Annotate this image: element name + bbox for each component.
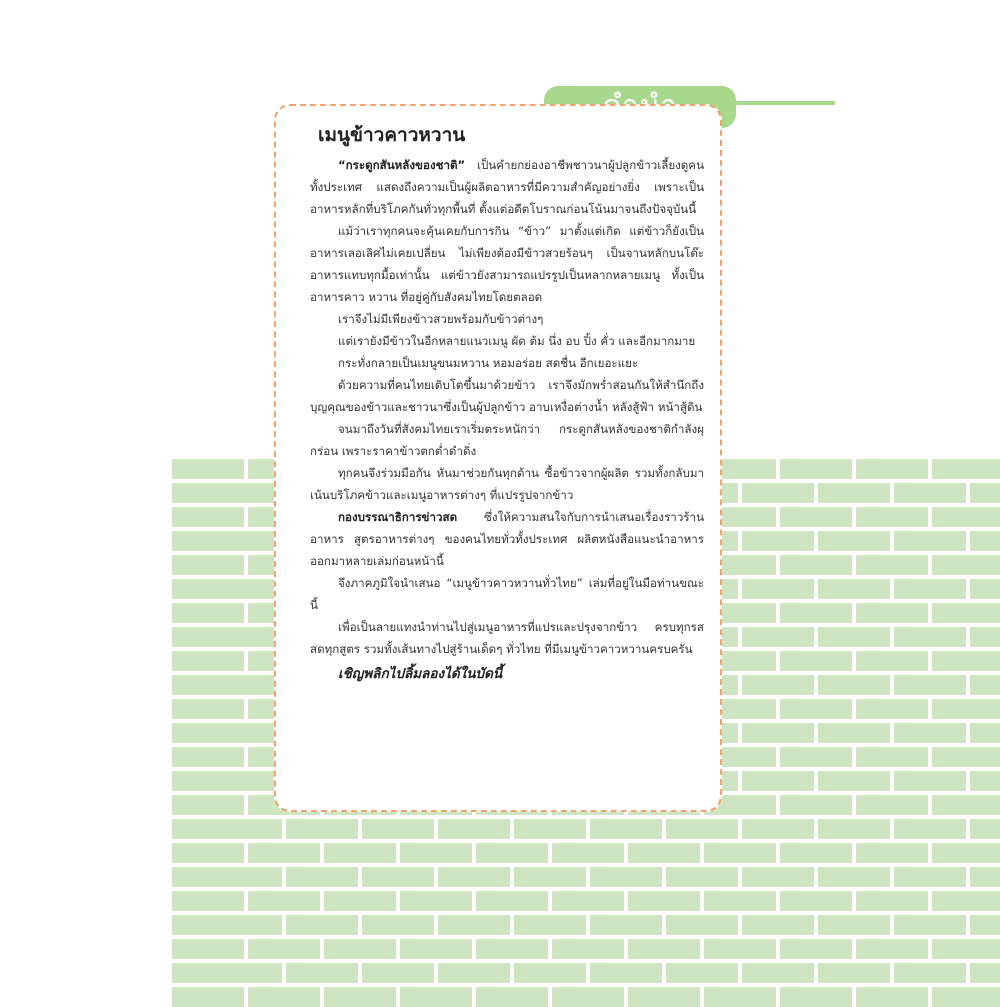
paragraph-7: จนมาถึงวันที่สังคมไทยเราเริ่มตระหนักว่า กระดูกสันหลังของชาติกำลังผุกร่อน เพราะราคาข้าวตกต่ำดำดิ่ง [310, 422, 704, 458]
closing-line: เชิญพลิกไปลิ้มลองได้ในบัดนี้ [338, 666, 503, 682]
paragraph-3: เราจึงไม่มีเพียงข้าวสวยพร้อมกับข้าวต่างๆ [338, 312, 544, 326]
paragraph-1 [310, 154, 704, 220]
paragraph-4: แต่เรายังมีข้าวในอีกหลายแนวเมนู ผัด ต้ม นึ่ง อบ ปิ้ง คั่ว และอีกมากมาย [338, 334, 696, 348]
paragraph-9-bold: กองบรรณาธิการข่าวสด [338, 510, 458, 524]
brick-row [172, 819, 1000, 839]
brick-row [172, 891, 1000, 911]
header-accent-line [735, 101, 835, 105]
paragraph-1-text: เป็นคำยกย่องอาชีพชาวนาผู้ปลูกข้าวเลี้ยงดูคนทั้งประเทศ แสดงถึงความเป็นผู้ผลิตอาหารที่มีความสำคัญอย่างยิ่ง เพราะเป็นอาหารหลักที่บริโภคกันทั่วทุกพื้นที่ ตั้งแต่อดีตโบราณก่อนโน้นมาจนถึงปัจจุบันนี้ [310, 158, 704, 216]
paragraph-2: แม้ว่าเราทุกคนจะคุ้นเคยกับการกิน “ข้าว” มาตั้งแต่เกิด แต่ข้าวก็ยังเป็นอาหารเลอเลิศไม่เคยเปลี่ยน ไม่เพียงต้องมีข้าวสวยร้อนๆ เป็นจานหลักบนโต๊ะอาหารแทบทุกมื้อเท่านั้น แต่ข้าวยังสามารถแปรรูปเป็นหลากหลายเมนู ทั้งเป็นอาหารคาว หวาน ที่อยู่คู่กับสังคมไทยโดยตลอด [310, 224, 704, 304]
paragraph-6: ด้วยความที่คนไทยเติบโตขึ้นมาด้วยข้าว เราจึงมักพร่ำสอนกันให้สำนึกถึงบุญคุณของข้าวและชาวนาซึ่งเป็นผู้ปลูกข้าว อาบเหงื่อต่างน้ำ หลังสู้ฟ้า หน้าสู้ดิน [310, 378, 704, 414]
paragraph-11: เพื่อเป็นลายแทงนำท่านไปสู่เมนูอาหารที่แปรและปรุงจากข้าว ครบทุกรส สดทุกสูตร รวมทั้งเส้นทางไปสู่ร้านเด็ดๆ ทั่วไทย ที่มีเมนูข้าวคาวหวานครบครัน [310, 620, 704, 656]
paragraph-1-bold: “กระดูกสันหลังของชาติ” [338, 158, 466, 172]
foreword-card [274, 104, 722, 812]
brick-row [172, 939, 1000, 959]
brick-row [172, 867, 1000, 887]
paragraph-9 [310, 506, 704, 572]
brick-row [172, 915, 1000, 935]
article-title: เมนูข้าวคาวหวาน [318, 124, 466, 146]
foreword-content [310, 122, 704, 686]
paragraph-5: กระทั่งกลายเป็นเมนูขนมหวาน หอมอร่อย สดชื่น อีกเยอะแยะ [338, 356, 639, 370]
paragraph-8: ทุกคนจึงร่วมมือกัน หันมาช่วยกันทุกด้าน ซื้อข้าวจากผู้ผลิต รวมทั้งกลับมาเน้นบริโภคข้าวและเมนูอาหารต่างๆ ที่แปรรูปจากข้าว [310, 466, 704, 502]
brick-row [172, 843, 1000, 863]
paragraph-10: จึงภาคภูมิใจนำเสนอ “เมนูข้าวคาวหวานทั่วไทย” เล่มที่อยู่ในมือท่านขณะนี้ [310, 576, 704, 612]
brick-row [172, 963, 1000, 983]
paragraph-9-text: ซึ่งให้ความสนใจกับการนำเสนอเรื่องราวร้านอาหาร สูตรอาหารต่างๆ ของคนไทยทั่วทั้งประเทศ ผลิตหนังสือแนะนำอาหารออกมาหลายเล่มก่อนหน้านี้ [310, 510, 704, 568]
brick-row [172, 987, 1000, 1007]
